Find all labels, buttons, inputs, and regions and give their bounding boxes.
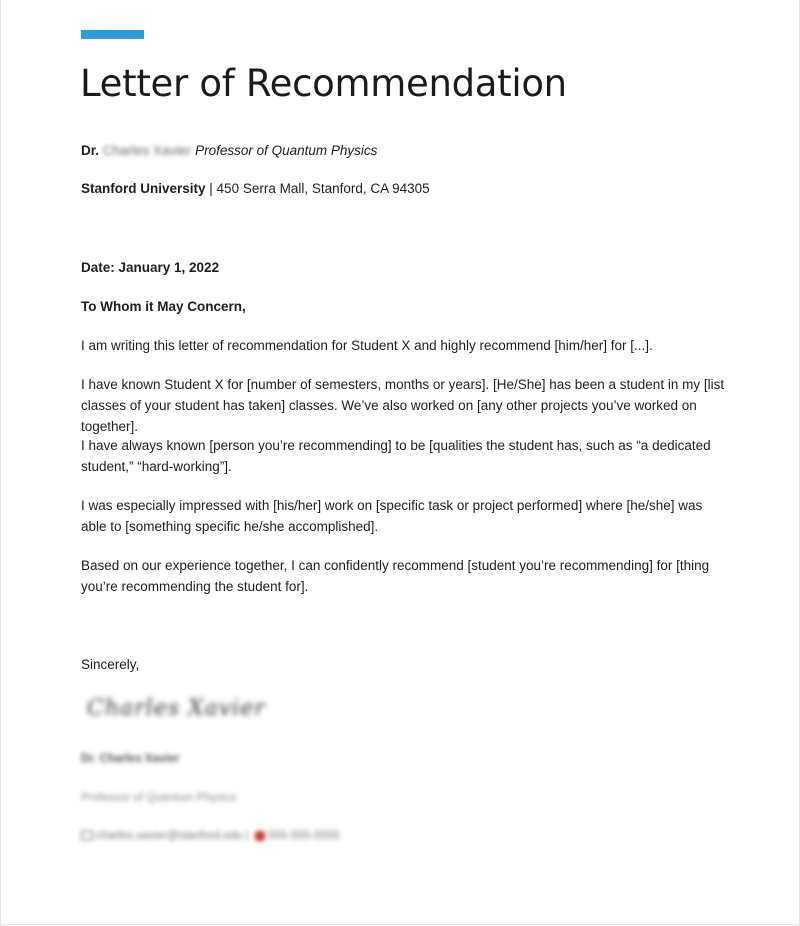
paragraph-qualities: I have always known [person you’re recommending] to be [qualities the student has, such as “a dedicated student,” “hard-working”]. [81, 438, 711, 474]
signoff-phone: 555-555-5555 [267, 830, 340, 842]
email-icon [81, 831, 93, 840]
letter-title: Letter of Recommendation [80, 62, 567, 105]
signoff-contact-line [81, 830, 340, 842]
sender-address: 450 Serra Mall, Stanford, CA 94305 [216, 181, 430, 196]
sender-prefix: Dr. [81, 143, 100, 158]
sender-institution-line [81, 178, 430, 199]
closing: Sincerely, [81, 657, 140, 672]
sender-position: Professor of Quantum Physics [195, 143, 378, 158]
salutation: To Whom it May Concern, [81, 299, 246, 314]
paragraph-conclusion: Based on our experience together, I can confidently recommend [student you’re recommending] for [thing you’re recommending the student for]. [81, 558, 710, 594]
sender-name-blurred: Charles Xavier [102, 143, 192, 158]
signature: Charles Xavier [87, 696, 266, 721]
phone-icon [255, 831, 265, 841]
paragraph-impressed: I was especially impressed with [his/her] work on [specific task or project performed] where [he/she] was able to [something specific he/she accomplished]. [81, 498, 703, 534]
sender-separator: | [205, 181, 217, 196]
signoff-separator: | [242, 830, 252, 842]
accent-bar [81, 30, 144, 39]
sender-institution: Stanford University [81, 181, 206, 196]
signoff-name: Dr. Charles Xavier [81, 753, 180, 765]
signoff-email: charles.xavier@stanford.edu [96, 830, 243, 842]
paragraph-intro: I am writing this letter of recommendation for Student X and highly recommend [him/her] for [...]. [81, 338, 653, 353]
sender-name-line [81, 140, 377, 161]
date-line: Date: January 1, 2022 [81, 260, 220, 275]
paragraph-known: I have known Student X for [number of semesters, months or years]. [He/She] has been a student in my [list classes of your student has taken] classes. We’ve also worked on [any other projects you’ve worked on together]. [81, 377, 725, 434]
signoff-position: Professor of Quantum Physics [81, 792, 237, 804]
